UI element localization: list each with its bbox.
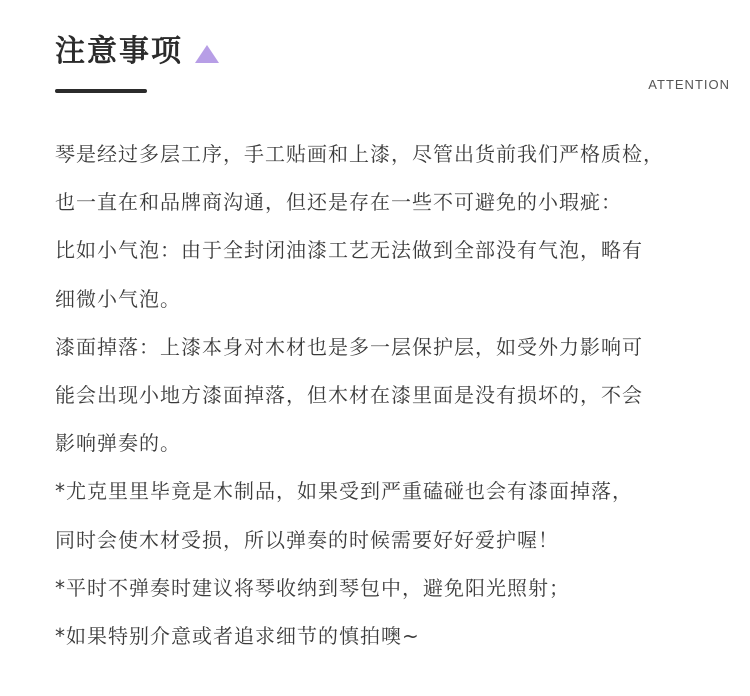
text-line: 同时会使木材受损，所以弹奏的时候需要好好爱护喔！ (55, 527, 559, 552)
section-subtitle: ATTENTION (648, 77, 730, 92)
notice-body (55, 130, 735, 660)
text-line: 漆面掉落：上漆本身对木材也是多一层保护层，如受外力影响可 (55, 334, 643, 359)
title-row (55, 30, 219, 74)
text-line: 细微小气泡。 (55, 286, 181, 311)
section-header (0, 0, 750, 100)
text-line: 能会出现小地方漆面掉落，但木材在漆里面是没有损坏的，不会 (55, 382, 643, 407)
page-title: 注意事项 (55, 34, 183, 69)
text-line: 比如小气泡：由于全封闭油漆工艺无法做到全部没有气泡，略有 (55, 238, 643, 263)
text-line: 琴是经过多层工序，手工贴画和上漆，尽管出货前我们严格质检， (55, 142, 664, 166)
text-line: *如果特别介意或者追求细节的慎拍噢~ (55, 623, 420, 648)
text-line: 影响弹奏的。 (55, 431, 181, 456)
title-underline (55, 89, 147, 93)
text-line: *尤克里里毕竟是木制品，如果受到严重磕碰也会有漆面掉落， (55, 479, 633, 504)
text-line: *平时不弹奏时建议将琴收纳到琴包中，避免阳光照射； (55, 575, 570, 600)
triangle-up-icon (195, 45, 219, 63)
text-line: 也一直在和品牌商沟通，但还是存在一些不可避免的小瑕疵： (55, 190, 622, 215)
